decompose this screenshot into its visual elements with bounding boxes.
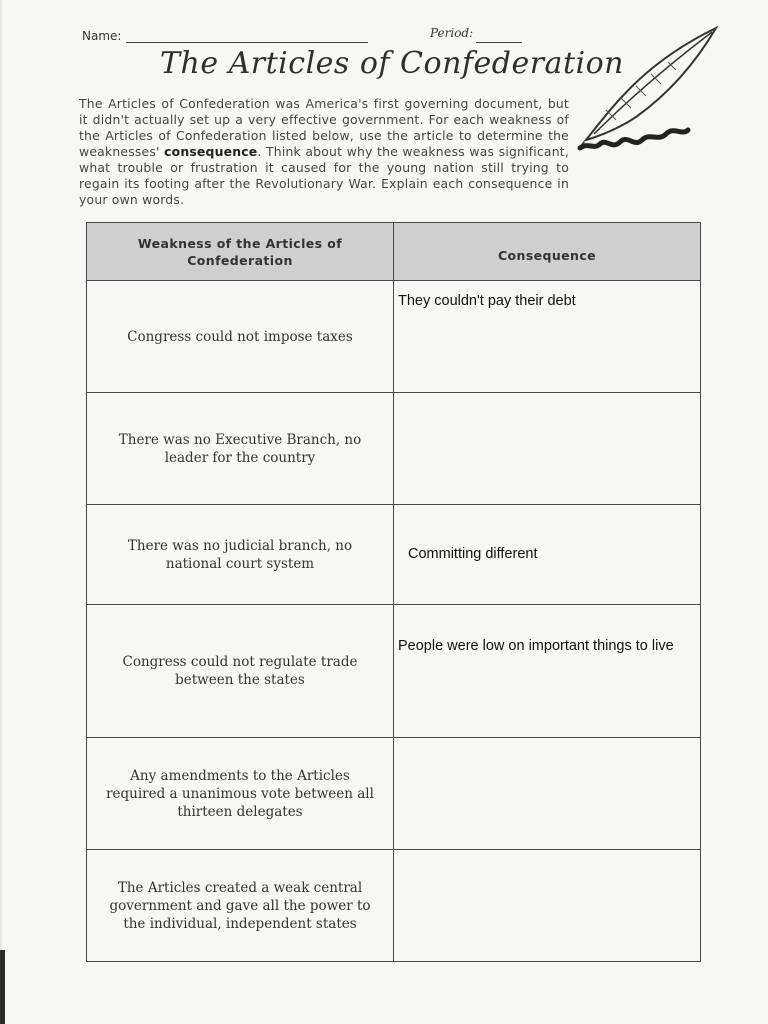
weakness-cell: There was no Executive Branch, no leader for the country xyxy=(87,393,394,505)
table-row xyxy=(87,738,701,850)
column-header-weakness: Weakness of the Articles of Confederation xyxy=(87,223,394,281)
consequence-cell[interactable]: They couldn't pay their debt xyxy=(394,281,701,393)
intro-text-2: . Think about why the weakness was significant, what trouble or frustration it caused for the young nation still trying to regain its footing after the Revolutionary War. Explain each consequence in your own words. xyxy=(79,144,569,207)
quill-pen-icon xyxy=(576,22,726,162)
scan-edge-mark xyxy=(0,950,5,1024)
table-row xyxy=(87,505,701,605)
table-header-row xyxy=(87,223,701,281)
period-label: Period: xyxy=(430,26,474,40)
weakness-cell: Congress could not regulate trade between the states xyxy=(87,605,394,738)
table-row xyxy=(87,393,701,505)
table-row xyxy=(87,281,701,393)
intro-text-1: The Articles of Confederation was America's first governing document, but it didn't actually set up a very effective government. For each weakness of the Articles of Confederation listed below, use the article to determine the weaknesses' xyxy=(79,96,569,159)
weakness-cell: There was no judicial branch, no national court system xyxy=(87,505,394,605)
name-label: Name: xyxy=(82,29,122,43)
weakness-cell: The Articles created a weak central government and gave all the power to the individual, independent states xyxy=(87,850,394,962)
name-field[interactable] xyxy=(126,42,368,43)
consequence-cell[interactable]: People were low on important things to live xyxy=(394,605,701,738)
period-field[interactable] xyxy=(476,42,522,43)
intro-bold: consequence xyxy=(164,144,258,159)
weakness-cell: Any amendments to the Articles required a unanimous vote between all thirteen delegates xyxy=(87,738,394,850)
consequence-cell[interactable]: Committing different xyxy=(394,505,701,605)
consequence-cell[interactable] xyxy=(394,738,701,850)
table-row xyxy=(87,850,701,962)
table-row xyxy=(87,605,701,738)
weakness-table xyxy=(86,222,701,962)
weakness-cell: Congress could not impose taxes xyxy=(87,281,394,393)
page-edge xyxy=(0,0,2,1024)
column-header-consequence: Consequence xyxy=(394,223,701,281)
consequence-cell[interactable] xyxy=(394,850,701,962)
consequence-cell[interactable] xyxy=(394,393,701,505)
instructions-paragraph xyxy=(79,96,569,208)
page-title: The Articles of Confederation xyxy=(160,46,624,81)
